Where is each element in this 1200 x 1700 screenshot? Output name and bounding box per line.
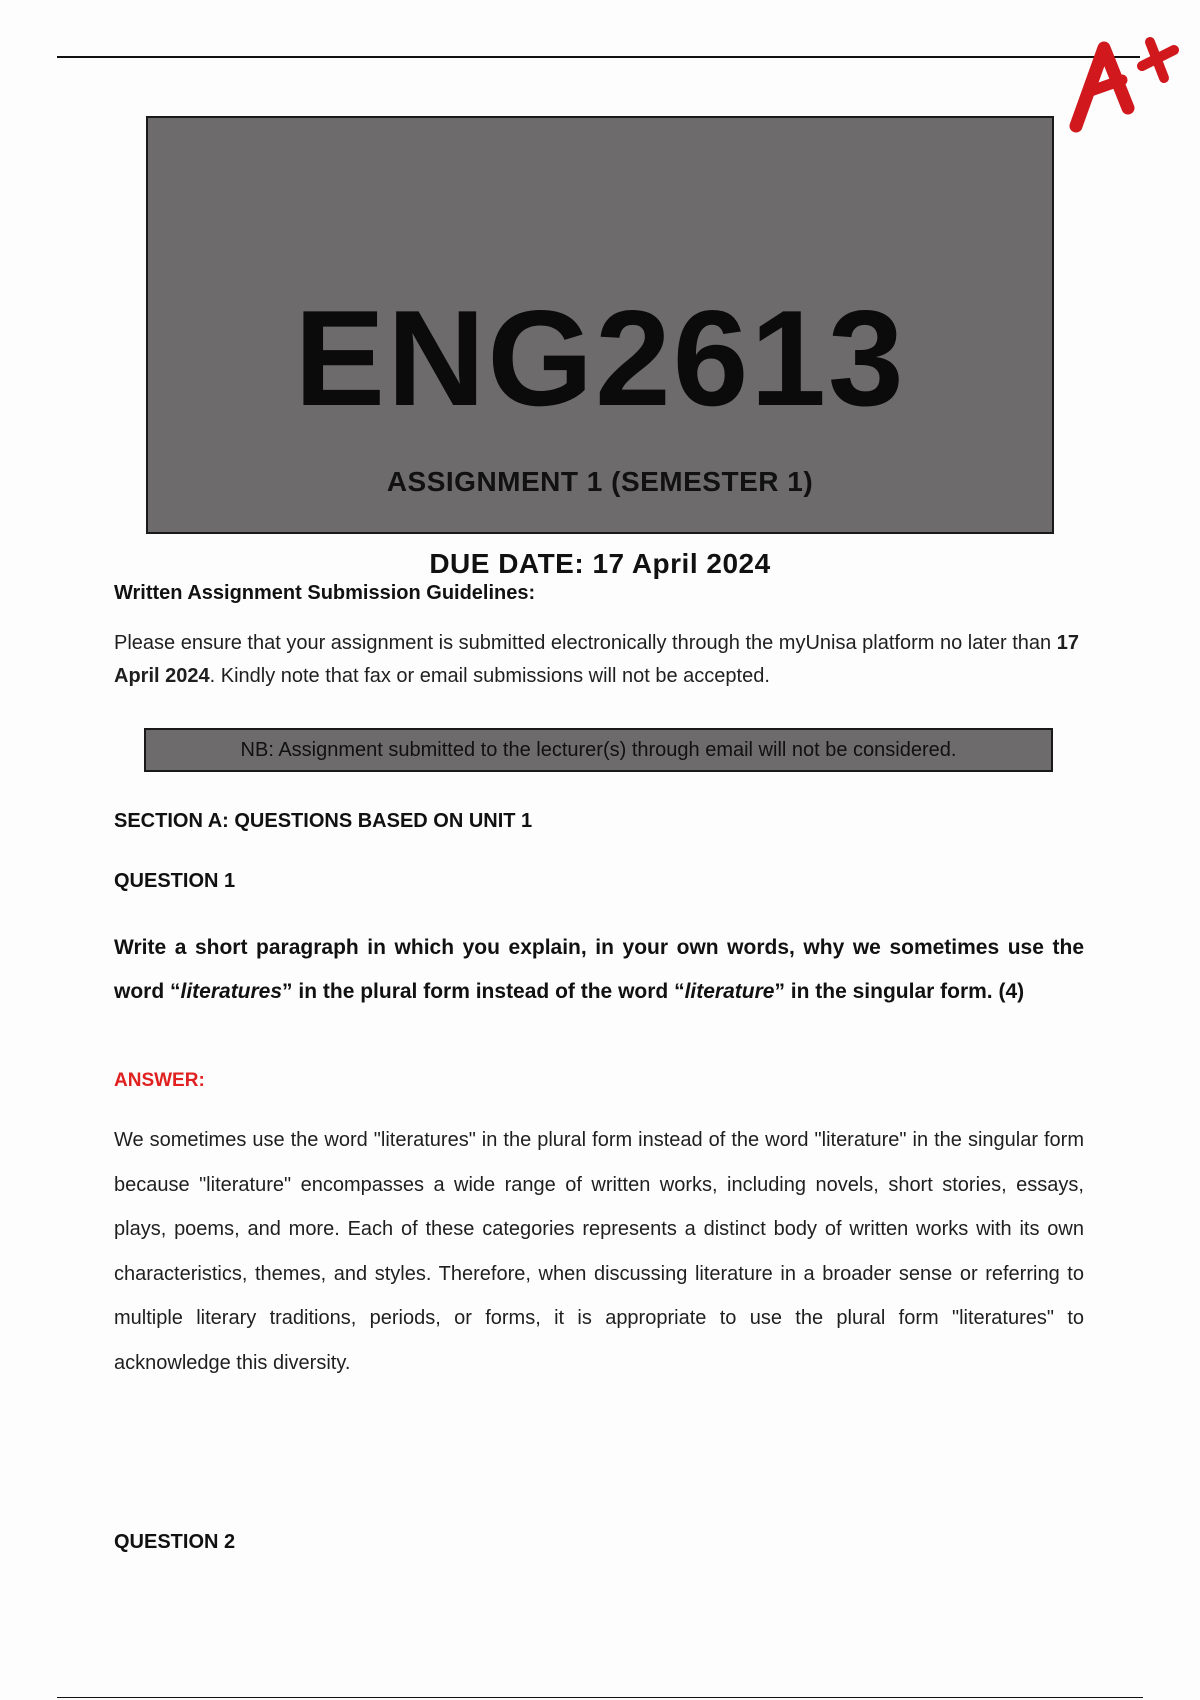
prompt-italic-1: literatures <box>180 980 283 1003</box>
guidelines-body <box>114 627 1084 693</box>
prompt-italic-2: literature <box>684 980 775 1003</box>
answer-label: ANSWER: <box>114 1070 205 1091</box>
guidelines-title: Written Assignment Submission Guidelines: <box>114 582 536 604</box>
question-2-label: QUESTION 2 <box>114 1531 236 1553</box>
course-code: ENG2613 <box>294 282 906 434</box>
question-1-label: QUESTION 1 <box>114 870 236 892</box>
prompt-text-1: Write a short paragraph in which you explain, in your own words, why we sometimes use the word “ <box>114 936 1084 1003</box>
notice-box <box>144 728 1053 772</box>
prompt-text-3: ” in the singular form. (4) <box>774 980 1025 1003</box>
answer-text: We sometimes use the word "literatures" in the plural form instead of the word "literature" in the singular form because "literature" encompasses a wide range of written works, including novels, short stories, essays, plays, poems, and more. Each of these categories represents a distinct body of written works with its own characteristics, themes, and styles. Therefore, when discussing literature in a broader sense or referring to multiple literary traditions, periods, or forms, it is appropriate to use the plural form "literatures" to acknowledge this diversity. <box>114 1129 1084 1374</box>
guidelines-text-end: . Kindly note that fax or email submissions will not be accepted. <box>209 665 770 687</box>
cover-box <box>146 116 1054 579</box>
notice-text: NB: Assignment submitted to the lecturer(s) through email will not be considered. <box>240 738 957 761</box>
section-heading: SECTION A: QUESTIONS BASED ON UNIT 1 <box>114 810 533 832</box>
guidelines-text-start: Please ensure that your assignment is submitted electronically through the myUnisa platform no later than <box>114 632 1057 654</box>
grade-stamp-icon <box>1066 28 1186 138</box>
guidelines-date: 17 April 2024 <box>114 632 1079 687</box>
bottom-rule <box>57 1697 1143 1698</box>
top-rule <box>57 56 1140 58</box>
assignment-title: ASSIGNMENT 1 (SEMESTER 1) <box>386 466 814 497</box>
question-1-prompt <box>114 926 1084 1014</box>
due-date: DUE DATE: 17 April 2024 <box>429 548 771 579</box>
prompt-text-2: ” in the plural form instead of the word “ <box>282 980 685 1003</box>
